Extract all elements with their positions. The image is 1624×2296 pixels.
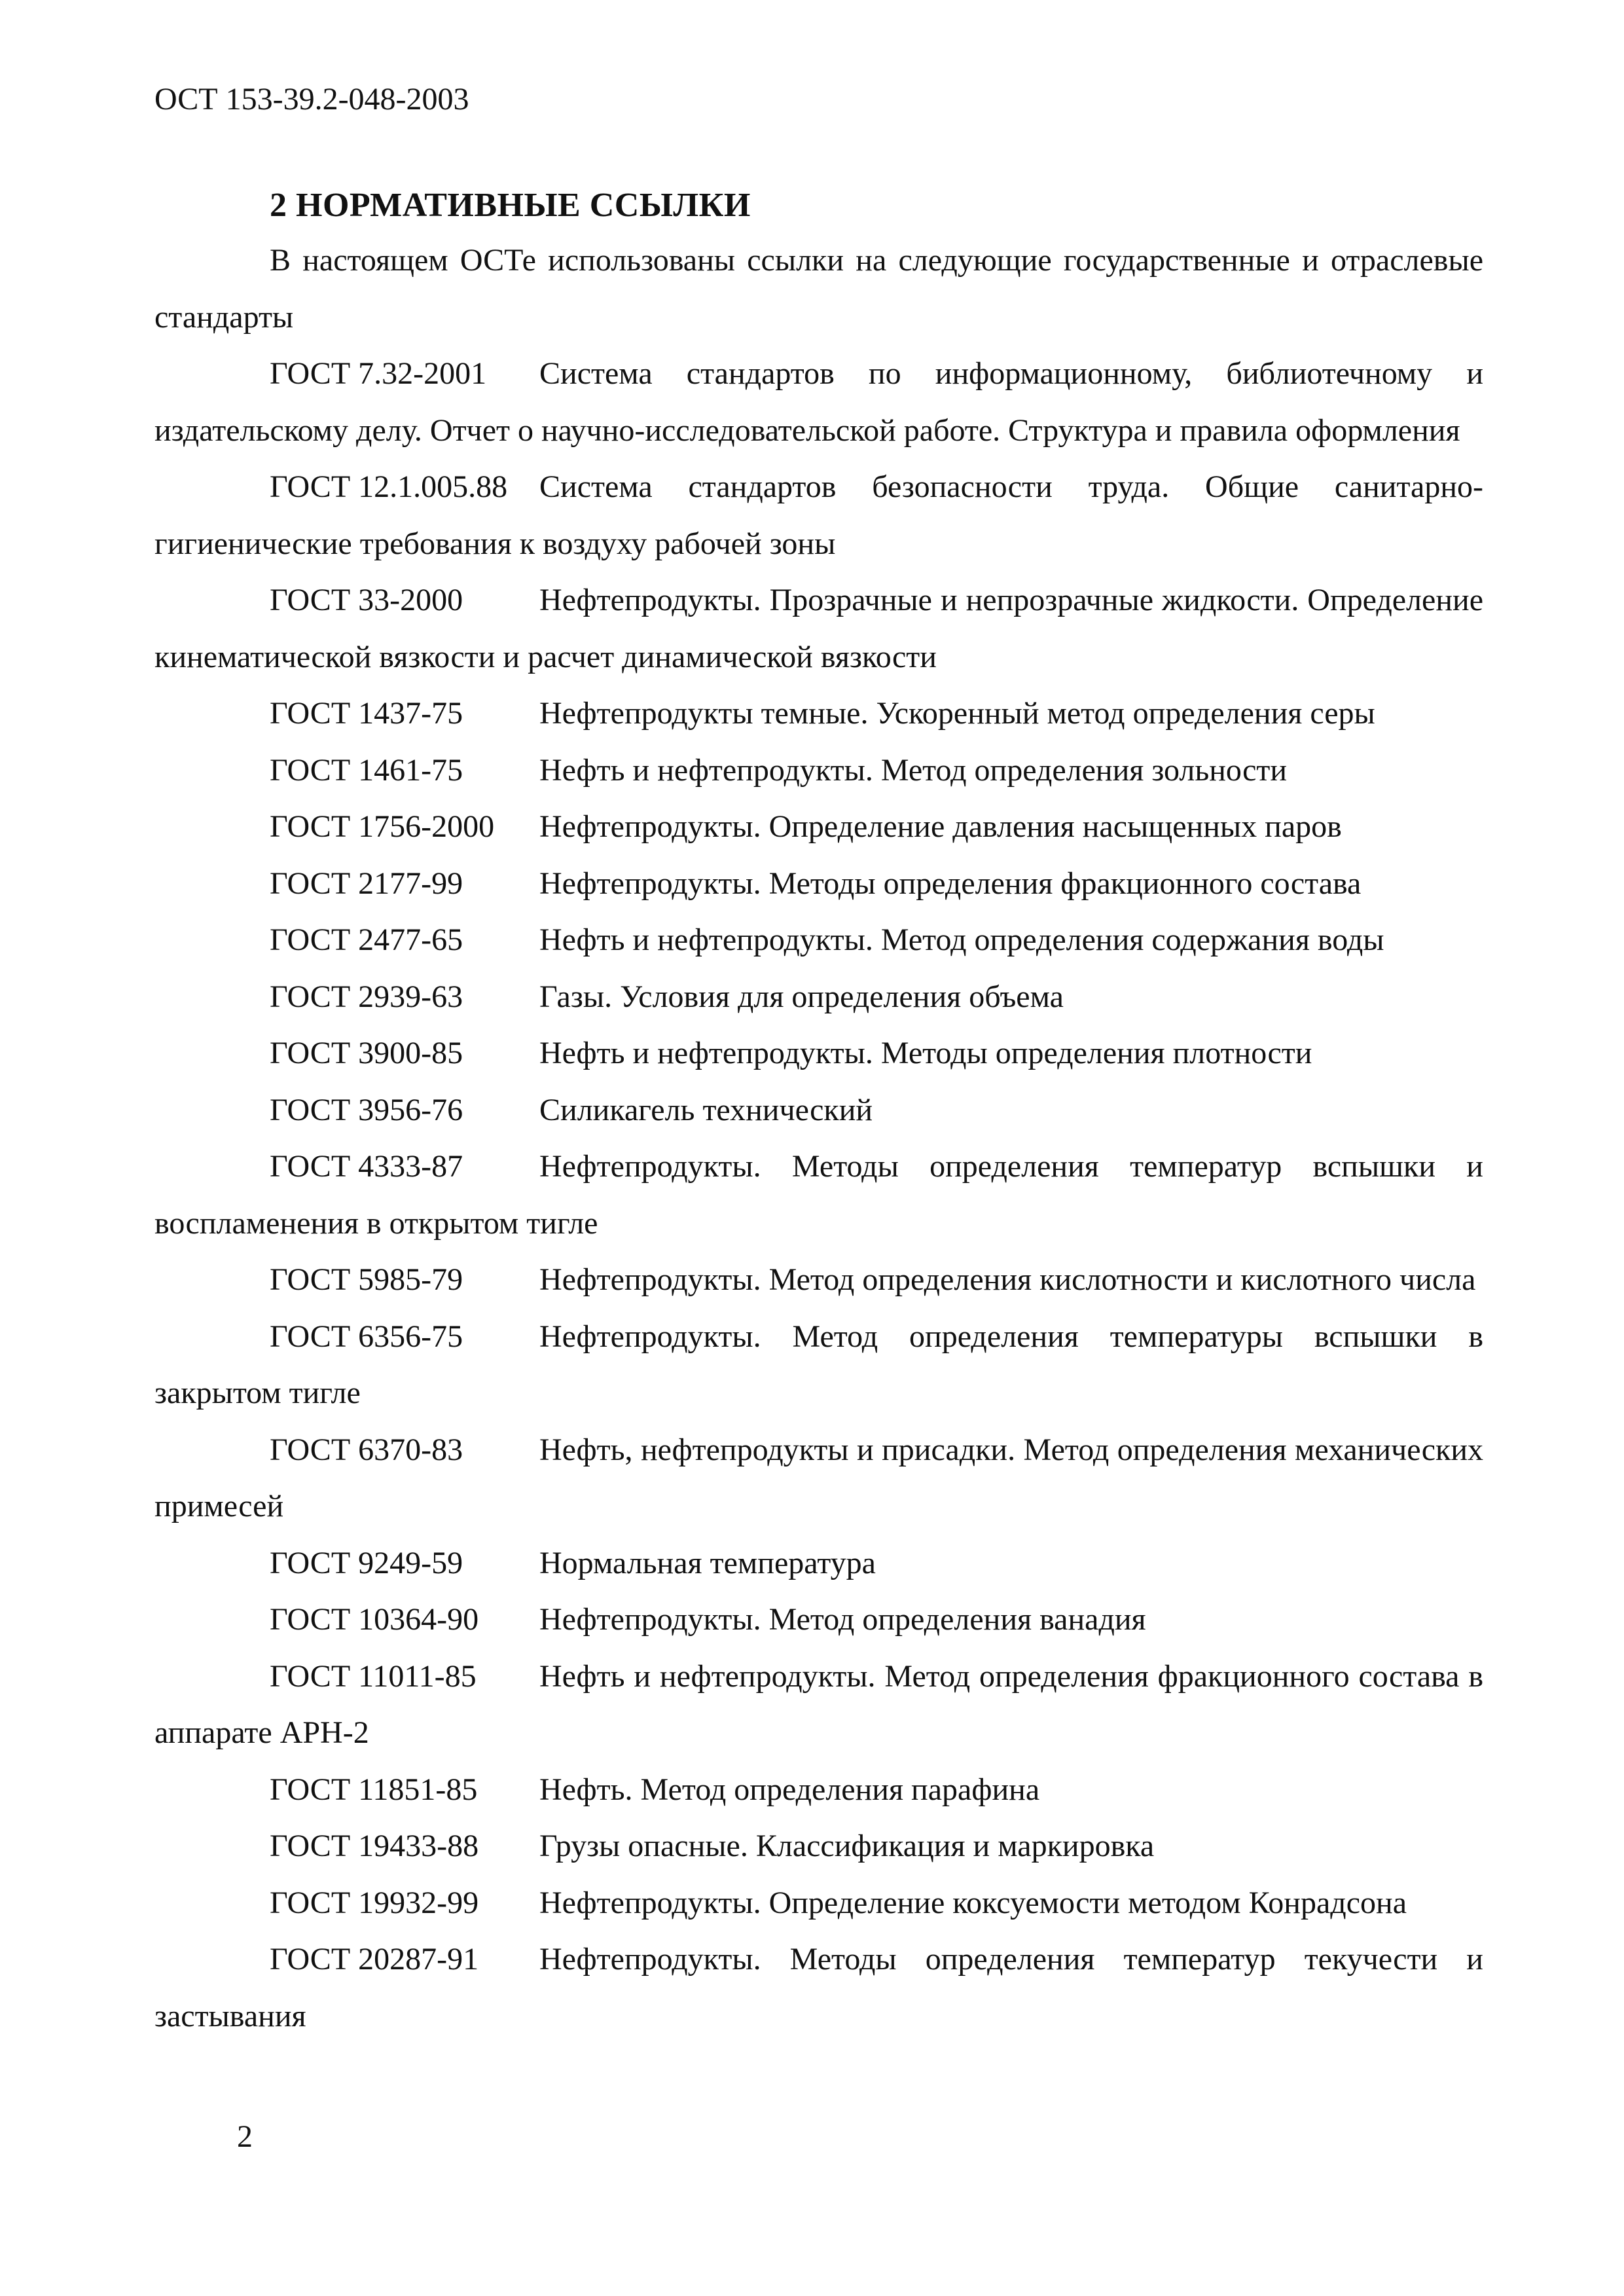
reference-entry [154, 1592, 1483, 1649]
reference-code: ГОСТ 7.32-2001 [270, 356, 487, 391]
reference-entry [154, 1818, 1483, 1875]
reference-code: ГОСТ 12.1.005.88 [270, 469, 508, 504]
reference-entry [154, 1931, 1483, 2045]
reference-title: Нефтепродукты. Прозрачные и непрозрачные жидкости. Определение кинематической вязкости и расчет динамической вязкости [154, 583, 1483, 674]
reference-entry [154, 1649, 1483, 1762]
reference-code: ГОСТ 19932-99 [270, 1885, 479, 1920]
reference-code: ГОСТ 33-2000 [270, 583, 463, 617]
reference-title: Грузы опасные. Классификация и маркировка [539, 1829, 1155, 1863]
reference-code: ГОСТ 2939-63 [270, 979, 463, 1014]
reference-entry [154, 1309, 1483, 1422]
reference-code: ГОСТ 5985-79 [270, 1262, 463, 1297]
reference-entry [154, 459, 1483, 572]
reference-code: ГОСТ 1461-75 [270, 752, 463, 788]
reference-entry [154, 572, 1483, 685]
reference-code: ГОСТ 3900-85 [270, 1036, 463, 1070]
reference-code: ГОСТ 1437-75 [270, 696, 463, 731]
reference-title: Нефтепродукты. Метод определения кислотности и кислотного числа [539, 1262, 1476, 1297]
document-code: ОСТ 153-39.2-048-2003 [154, 82, 469, 117]
reference-title: Нефть и нефтепродукты. Метод определения зольности [539, 752, 1288, 788]
reference-title: Нефть. Метод определения парафина [539, 1772, 1040, 1807]
reference-entry [154, 742, 1483, 799]
reference-code: ГОСТ 2177-99 [270, 866, 463, 901]
reference-code: ГОСТ 10364-90 [270, 1602, 479, 1637]
intro-paragraph: В настоящем ОСТе использованы ссылки на следующие государственные и отраслевые стандарты [154, 243, 1483, 335]
reference-code: ГОСТ 2477-65 [270, 922, 463, 957]
reference-code: ГОСТ 20287-91 [270, 1942, 479, 1977]
reference-code: ГОСТ 6356-75 [270, 1319, 463, 1354]
reference-entries [154, 346, 1483, 2045]
reference-entry [154, 1762, 1483, 1819]
reference-entry [154, 1139, 1483, 1252]
reference-code: ГОСТ 11851-85 [270, 1772, 478, 1807]
reference-title: Нефтепродукты. Определение давления насыщенных паров [539, 809, 1342, 844]
reference-title: Нефтепродукты. Метод определения температуры вспышки в закрытом тигле [154, 1319, 1483, 1410]
reference-title: Нефтепродукты. Метод определения ванадия [539, 1602, 1146, 1637]
reference-title: Нефть и нефтепродукты. Метод определения фракционного состава в аппарате АРН-2 [154, 1658, 1483, 1750]
reference-code: ГОСТ 3956-76 [270, 1092, 463, 1127]
reference-entry [154, 1252, 1483, 1309]
reference-title: Нефтепродукты темные. Ускоренный метод определения серы [539, 696, 1375, 731]
reference-entry [154, 1082, 1483, 1139]
section-title: 2 НОРМАТИВНЫЕ ССЫЛКИ [270, 187, 751, 224]
reference-title: Газы. Условия для определения объема [539, 979, 1064, 1014]
reference-entry [154, 685, 1483, 742]
reference-title: Силикагель технический [539, 1092, 873, 1127]
reference-entry [154, 346, 1483, 459]
reference-entry [154, 1875, 1483, 1932]
reference-title: Нефтепродукты. Определение коксуемости методом Конрадсона [539, 1885, 1407, 1920]
reference-title: Нефть, нефтепродукты и присадки. Метод определения механических примесей [154, 1432, 1483, 1523]
reference-entry [154, 969, 1483, 1026]
reference-title: Система стандартов по информационному, библиотечному и издательскому делу. Отчет о научно-исследовательской работе. Структура и правила оформления [154, 356, 1483, 448]
reference-entry [154, 912, 1483, 969]
reference-title: Нефтепродукты. Методы определения температур текучести и застывания [154, 1942, 1483, 2033]
reference-title: Нефтепродукты. Методы определения фракционного состава [539, 866, 1362, 901]
reference-title: Нефть и нефтепродукты. Методы определения плотности [539, 1036, 1312, 1070]
reference-code: ГОСТ 4333-87 [270, 1149, 463, 1184]
reference-entry [154, 1535, 1483, 1592]
reference-title: Система стандартов безопасности труда. Общие санитарно-гигиенические требования к воздуху рабочей зоны [154, 469, 1483, 561]
reference-code: ГОСТ 9249-59 [270, 1545, 463, 1580]
reference-entry [154, 799, 1483, 856]
reference-code: ГОСТ 6370-83 [270, 1432, 463, 1467]
references-list [154, 232, 1483, 2045]
reference-entry [154, 856, 1483, 913]
page-number: 2 [237, 2119, 253, 2154]
reference-title: Нефтепродукты. Методы определения температур вспышки и воспламенения в открытом тигле [154, 1149, 1483, 1241]
reference-entry [154, 1422, 1483, 1535]
reference-code: ГОСТ 19433-88 [270, 1829, 479, 1863]
reference-code: ГОСТ 1756-2000 [270, 809, 495, 844]
reference-entry [154, 1025, 1483, 1082]
reference-title: Нормальная температура [539, 1545, 876, 1580]
reference-code: ГОСТ 11011-85 [270, 1658, 477, 1694]
reference-title: Нефть и нефтепродукты. Метод определения содержания воды [539, 922, 1384, 957]
